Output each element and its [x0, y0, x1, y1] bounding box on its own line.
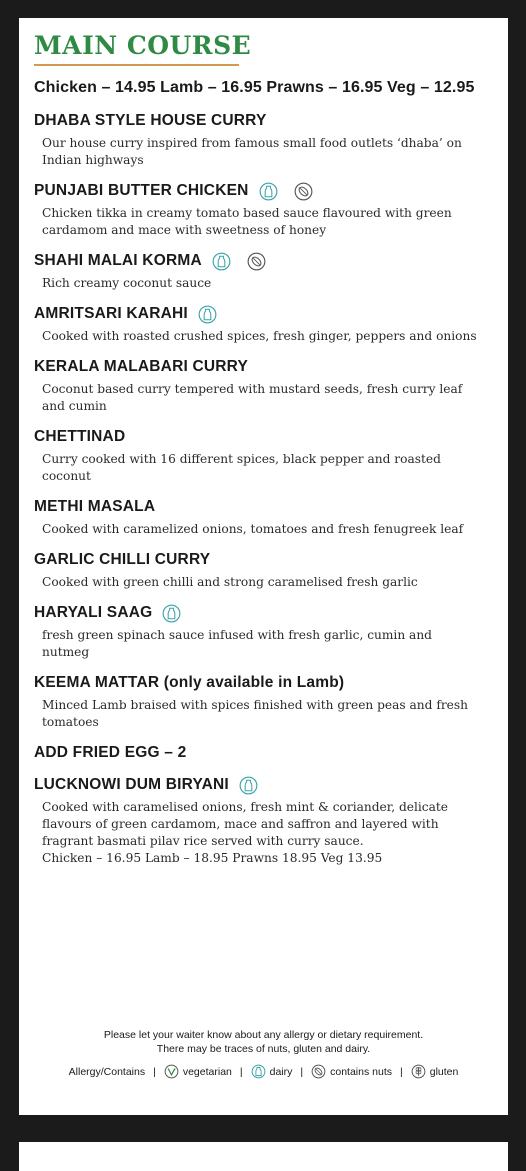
section-title: MAIN COURSE — [34, 31, 252, 60]
legend-separator: | — [400, 1065, 403, 1078]
menu-item-description: Chicken tikka in creamy tomato based sauce flavoured with green cardamom and mace with sweetness of honey — [42, 206, 452, 237]
menu-item-name: ADD FRIED EGG – 2 — [34, 744, 187, 761]
footer — [19, 1028, 508, 1079]
dairy-icon — [162, 604, 181, 623]
vegetarian-icon — [164, 1064, 179, 1079]
menu-item-name-row — [34, 673, 479, 693]
menu-item-name-row — [34, 775, 479, 795]
nuts-icon — [294, 182, 313, 201]
dairy-icon — [212, 252, 231, 271]
menu-item-description: Cooked with green chilli and strong caramelised fresh garlic — [42, 575, 418, 589]
menu-content — [34, 30, 479, 867]
menu-item-name-row — [34, 181, 479, 201]
menu-item-name: KEEMA MATTAR (only available in Lamb) — [34, 674, 345, 691]
menu-item-name: SHAHI MALAI KORMA — [34, 252, 202, 269]
menu-item-description: Curry cooked with 16 different spices, black pepper and roasted coconut — [42, 452, 441, 483]
menu-item-name: DHABA STYLE HOUSE CURRY — [34, 112, 267, 129]
dairy-icon — [259, 182, 278, 201]
legend-prefix: Allergy/Contains — [68, 1065, 146, 1078]
menu-item-name: AMRITSARI KARAHI — [34, 305, 188, 322]
menu-item-description: Coconut based curry tempered with mustard seeds, fresh curry leaf and cumin — [42, 382, 463, 413]
menu-item-name-row — [34, 550, 479, 570]
menu-item — [34, 357, 479, 415]
menu-item — [34, 775, 479, 867]
menu-item-name-row — [34, 251, 479, 271]
traces-notice: There may be traces of nuts, gluten and dairy. — [156, 1043, 371, 1055]
allergen-legend — [19, 1064, 508, 1079]
menu-item — [34, 603, 479, 661]
legend-separator: | — [300, 1065, 304, 1078]
price-line: Chicken – 14.95 Lamb – 16.95 Prawns – 16.95 Veg – 12.95 — [34, 79, 475, 96]
nuts-icon — [247, 252, 266, 271]
menu-item-name: METHI MASALA — [34, 498, 156, 515]
dairy-icon — [198, 305, 217, 324]
menu-items-list — [34, 111, 479, 867]
menu-item-name: HARYALI SAAG — [34, 604, 153, 621]
allergy-notice: Please let your waiter know about any allergy or dietary requirement. — [103, 1029, 424, 1041]
legend-separator: | — [239, 1065, 243, 1078]
legend-nuts: contains nuts — [330, 1065, 392, 1078]
menu-item-name: GARLIC CHILLI CURRY — [34, 551, 211, 568]
dairy-icon — [239, 776, 258, 795]
menu-item-description: Cooked with caramelised onions, fresh mint & coriander, delicate flavours of green cardamom, mace and saffron and layered with fragrant basmati pilav rice served with curry sauce. — [42, 800, 448, 848]
nuts-icon — [311, 1064, 326, 1079]
menu-item-name: PUNJABI BUTTER CHICKEN — [34, 182, 249, 199]
menu-item-name-row — [34, 497, 479, 517]
menu-item-description: Cooked with caramelized onions, tomatoes and fresh fenugreek leaf — [42, 522, 464, 536]
menu-item-price-variants: Chicken – 16.95 Lamb – 18.95 Prawns 18.95 Veg 13.95 — [42, 851, 383, 865]
menu-item-name-row — [34, 743, 479, 763]
menu-item — [34, 550, 479, 591]
next-menu-card — [19, 1142, 508, 1171]
menu-item-name: KERALA MALABARI CURRY — [34, 358, 249, 375]
title-underline — [34, 64, 239, 66]
legend-vegetarian: vegetarian — [182, 1065, 232, 1078]
menu-item-description: Minced Lamb braised with spices finished with green peas and fresh tomatoes — [42, 698, 468, 729]
legend-dairy: dairy — [269, 1065, 293, 1078]
menu-item — [34, 111, 479, 169]
menu-item-name-row — [34, 603, 479, 623]
menu-item-description: Cooked with roasted crushed spices, fresh ginger, peppers and onions — [42, 329, 477, 343]
legend-separator: | — [153, 1065, 156, 1078]
menu-item — [34, 743, 479, 763]
menu-item — [34, 427, 479, 485]
menu-item-name-row — [34, 111, 479, 131]
menu-item — [34, 304, 479, 345]
menu-item-description: Our house curry inspired from famous small food outlets ‘dhaba’ on Indian highways — [42, 136, 462, 167]
menu-item-name: LUCKNOWI DUM BIRYANI — [34, 776, 229, 793]
gluten-icon — [411, 1064, 426, 1079]
menu-item-name-row — [34, 304, 479, 324]
dairy-icon — [251, 1064, 266, 1079]
menu-item — [34, 673, 479, 731]
menu-item-name-row — [34, 357, 479, 377]
legend-gluten: gluten — [429, 1065, 459, 1078]
menu-item-name-row — [34, 427, 479, 447]
menu-item-description: fresh green spinach sauce infused with fresh garlic, cumin and nutmeg — [42, 628, 432, 659]
menu-item — [34, 497, 479, 538]
menu-item-name: CHETTINAD — [34, 428, 126, 445]
menu-item — [34, 251, 479, 292]
menu-item — [34, 181, 479, 239]
menu-item-description: Rich creamy coconut sauce — [42, 276, 212, 290]
